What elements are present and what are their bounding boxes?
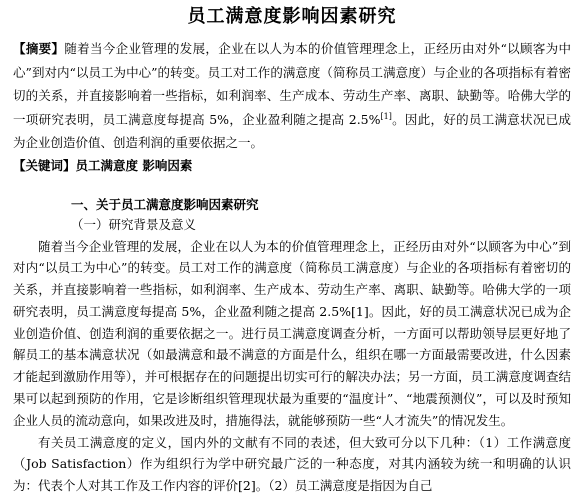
body-paragraph-2: 有关员工满意度的定义，国内外的文献有不同的表述，但大致可分以下几种：（1）工作满意度（Job Satisfaction）作为组织行为学中研究最广泛的一种态度，对其内涵较为统一和明确的认识为：代表个人对其工作及工作内容的评价[2]。（2）员工满意度是指因为自己	[13, 434, 571, 494]
abstract-citation: [1]	[380, 111, 392, 121]
abstract-text-end: 。因此，好的员工满意状况已成为企业创造价值、创造利润的重要依据之一。	[13, 111, 571, 150]
abstract-text: 随着当今企业管理的发展，企业在以人为本的价值管理理念上，正经历由对外“以顾客为中心”到对内“以员工为中心”的转变。员工对工作的满意度（简称员工满意度）与企业的各项指标有着密切的关系，并直接影响着一些指标，如利润率、生产成本、劳动生产率、离职、缺勤等。哈佛大学的一项研究表明，员工满意度每提高 5%，企业盈利随之提高 2.5%	[13, 41, 571, 127]
section-heading: 一、关于员工满意度影响因素研究	[71, 196, 259, 212]
keywords	[13, 155, 571, 177]
body-paragraph-1: 随着当今企业管理的发展，企业在以人为本的价值管理理念上，正经历由对外“以顾客为中心”到对内“以员工为中心”的转变。员工对工作的满意度（简称员工满意度）与企业的各项指标有着密切的关系，并直接影响着一些指标，如利润率、生产成本、劳动生产率、离职、缺勤等。哈佛大学的一项研究表明，员工满意度每提高 5%，企业盈利随之提高 2.5%[1]。因此，好的员工满意状况已成为企业创造价值、创造利润的重要依据之一。进行员工满意度调查分析，一方面可以帮助领导层更好地了解员工的基本满意状况（如最满意和最不满意的方面是什么，组织在哪一方面最需要改进，什么因素才能起到激励作用等），并可根据存在的问题提出切实可行的解决办法；另一方面，员工满意度调查结果可以起到预防的作用，它是诊断组织管理现状最为重要的“温度计”、“地震预测仪”，可以及时预知企业人员的流动意向，如果改进及时，措施得法，就能够预防一些“人才流失”的情况发生。	[13, 238, 571, 428]
paper-title: 员工满意度影响因素研究	[187, 6, 397, 27]
keywords-label: 【关键词】	[13, 157, 76, 173]
subsection-heading: （一）研究背景及意义	[71, 216, 197, 232]
abstract	[13, 37, 571, 155]
keywords-text: 员工满意度 影响因素	[75, 157, 193, 173]
abstract-label: 【摘要】	[13, 41, 65, 56]
